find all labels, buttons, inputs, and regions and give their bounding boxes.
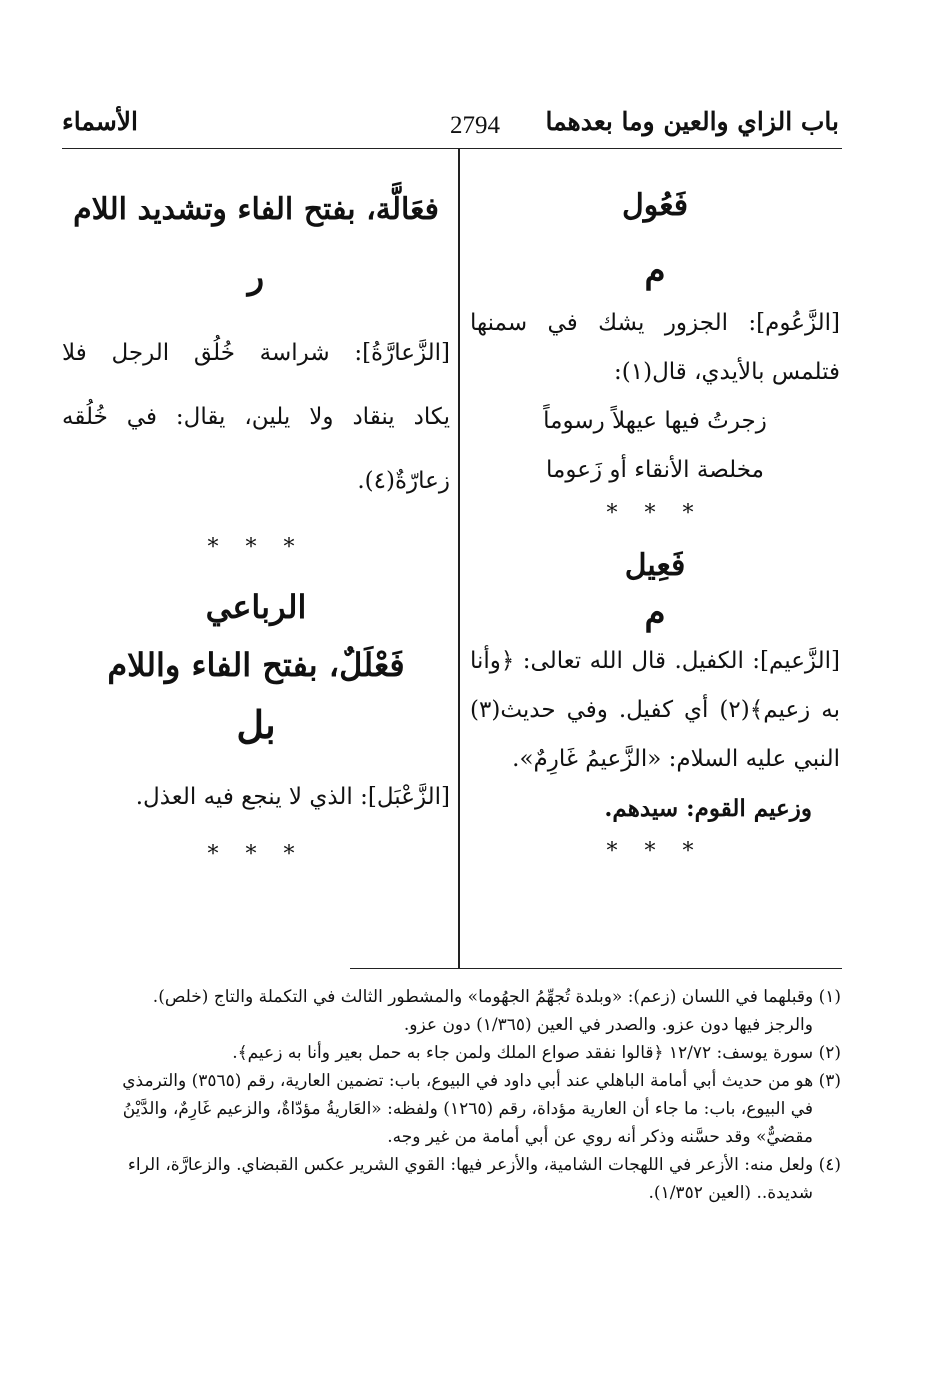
entry-line: به زعيم﴾(٢) أي كفيل. وفي حديث(٣) bbox=[470, 697, 841, 723]
entry-line: وزعيم القوم: سيدهم. bbox=[604, 795, 812, 822]
entry-zaim bbox=[470, 637, 840, 833]
entry-line: [الزَّعْبَل]: الذي لا ينجع فيه العذل. bbox=[135, 784, 450, 810]
entry-line: [الزَّعارَّةُ]: شراسة خُلُق الرجل فلا bbox=[62, 340, 450, 366]
pattern-heading-fauul: فَعُول bbox=[621, 188, 689, 223]
footnotes bbox=[61, 983, 841, 1207]
left-column bbox=[62, 150, 450, 867]
verse-line: مخلصة الأنقاء أو زَعوما bbox=[546, 457, 764, 483]
section-title: الأسماء bbox=[62, 107, 138, 136]
footnote-1: (١) وقبلهما في اللسان (زعم): «وبلدة تُجهِّمُ الجهُوما» والمشطور الثالث في التكملة والتاج (خلص). bbox=[152, 987, 841, 1007]
footnote-4-cont: شديدة.. (العين ١/٣٥٢). bbox=[648, 1183, 813, 1203]
footnote-4: (٤) ولعل منه: الأزعر في اللهجات الشامية، والأزعر فيها: القوي الشرير عكس القبضاي. والزعارَّة، الراء bbox=[127, 1155, 841, 1175]
footnote-1-cont: والرجز فيها دون عزو. والصدر في العين (١/٣٦٥) دون عزو. bbox=[403, 1015, 813, 1035]
entry-line: [الزَّعُوم]: الجزور يشك في سمنها bbox=[470, 310, 840, 336]
pattern-heading-faalla: فعَالَّة، بفتح الفاء وتشديد اللام bbox=[73, 192, 439, 227]
entry-zaoum bbox=[470, 299, 840, 495]
column-divider bbox=[458, 148, 460, 968]
separator-stars: * * * bbox=[606, 839, 704, 864]
entry-line: يكاد ينقاد ولا يلين، يقال: في خُلُقه bbox=[62, 404, 450, 430]
section-heading-rubai: الرباعي bbox=[205, 588, 307, 626]
verse-line: زجرتُ فيها عيهلاً رسوماً bbox=[543, 408, 767, 434]
root-letters-bl: بل bbox=[236, 702, 276, 747]
footnote-2: (٢) سورة يوسف: ١٢/٧٢ ﴿قالوا نفقد صواع الملك ولمن جاء به حمل بعير وأنا به زعيم﴾. bbox=[232, 1043, 841, 1063]
entry-line: النبي عليه السلام: «الزَّعيمُ غَارِمٌ». bbox=[512, 746, 840, 772]
entry-line: زعارّةٌ(٤). bbox=[357, 468, 450, 494]
entry-zabal bbox=[62, 773, 450, 822]
separator-stars: * * * bbox=[207, 842, 305, 867]
root-letter-mim: م bbox=[644, 251, 666, 291]
entry-line: [الزَّعيم]: الكفيل. قال الله تعالى: ﴿وأنا bbox=[470, 648, 840, 674]
root-letter-mim: م bbox=[644, 593, 666, 633]
entry-zaara bbox=[62, 321, 450, 513]
footnote-3-cont: في البيوع، باب: ما جاء أن العارية مؤداة، رقم (١٢٦٥) ولفظه: «العَاريةُ مؤدّاةٌ، والزعيم غَارِمٌ، والدَّيْنُ bbox=[122, 1099, 813, 1119]
header-divider bbox=[62, 148, 842, 149]
separator-stars: * * * bbox=[207, 535, 305, 560]
pattern-heading-falal: فَعْلَلٌ، بفتح الفاء واللام bbox=[107, 646, 405, 684]
right-column bbox=[470, 150, 840, 864]
root-letter-ra: ر bbox=[247, 257, 265, 297]
entry-line: فتلمس بالأيدي، قال(١): bbox=[614, 359, 840, 385]
footnote-3: (٣) هو من حديث أبي أمامة الباهلي عند أبي داود في البيوع، باب: تضمين العارية، رقم (٣٥٦٥) والترمذي bbox=[122, 1071, 841, 1091]
footnote-divider bbox=[350, 968, 842, 969]
separator-stars: * * * bbox=[606, 501, 704, 526]
page-number: 2794 bbox=[450, 112, 500, 139]
chapter-title: باب الزاي والعين وما بعدهما bbox=[545, 107, 839, 136]
pattern-heading-fail: فَعِيل bbox=[624, 548, 686, 583]
footnote-3-cont: مقضيٌّ» وقد حسَّنه وذكر أنه روي عن أبي أمامة من غير وجه. bbox=[387, 1127, 813, 1147]
